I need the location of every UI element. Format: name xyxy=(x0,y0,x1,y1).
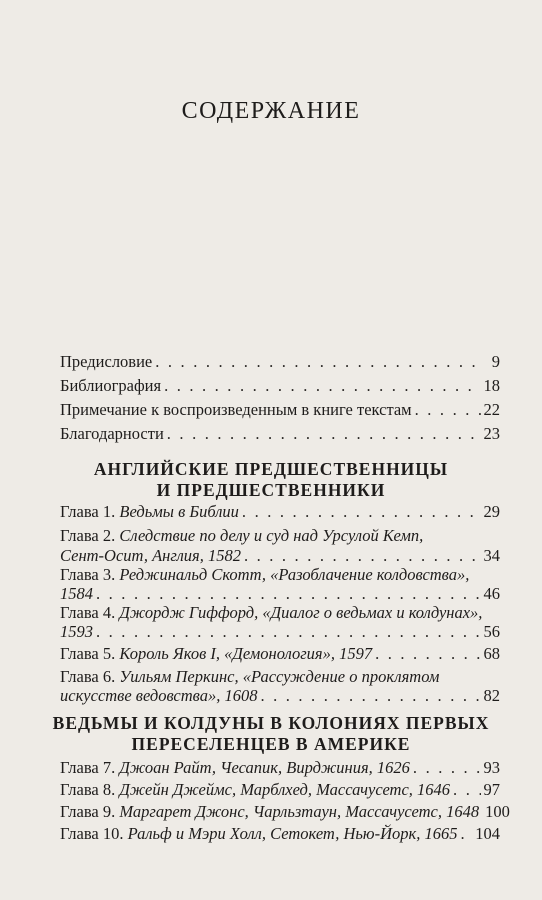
toc-entry-label: Библиография xyxy=(60,376,162,395)
chapter-prefix: Глава 10. xyxy=(60,824,124,843)
dot-leader xyxy=(167,424,481,444)
chapter-prefix: Глава 2. xyxy=(60,526,116,545)
chapter-prefix: Глава 8. xyxy=(60,780,116,799)
chapter-page: 100 xyxy=(485,802,510,821)
toc-entry-note xyxy=(60,398,500,420)
chapter-title: Уильям Перкинс, «Рассуждение о проклятом xyxy=(119,667,440,686)
dot-leader xyxy=(260,686,480,706)
toc-entry-label: Благодарности xyxy=(60,424,164,443)
toc-entry-page: 18 xyxy=(483,376,500,395)
chapter-page: 56 xyxy=(483,622,500,641)
chapter-page: 46 xyxy=(483,584,500,603)
chapter-title: Джордж Гиффорд, «Диалог о ведьмах и колдунах», xyxy=(119,603,483,622)
toc-entry-bibliography xyxy=(60,374,500,396)
chapter-page: 82 xyxy=(483,686,500,705)
toc-chapter-2-line2 xyxy=(60,544,500,566)
toc-chapter-7 xyxy=(60,756,500,778)
toc-entry-page: 22 xyxy=(483,400,500,419)
chapter-page: 104 xyxy=(475,824,500,843)
toc-chapter-2-line1 xyxy=(60,526,500,546)
chapter-page: 97 xyxy=(483,780,500,799)
page-title: СОДЕРЖАНИЕ xyxy=(181,98,361,124)
chapter-prefix: Глава 4. xyxy=(60,603,116,622)
chapter-page: 68 xyxy=(483,644,500,663)
dot-leader xyxy=(453,780,480,800)
section-heading-part1-line2: И ПРЕДШЕСТВЕННИКИ xyxy=(156,480,386,500)
chapter-title: Маргарет Джонс, Чарльзтаун, Массачусетс, 1648 xyxy=(119,802,480,821)
chapter-prefix: Глава 9. xyxy=(60,802,116,821)
chapter-title-cont: Сент-Осит, Англия, 1582 xyxy=(60,546,241,565)
toc-chapter-5 xyxy=(60,642,500,664)
chapter-title: Джейн Джеймс, Марблхед, Массачусетс, 1646 xyxy=(119,780,451,799)
dot-leader xyxy=(164,376,480,396)
dot-leader xyxy=(460,824,472,844)
toc-entry-page: 9 xyxy=(491,352,500,371)
toc-chapter-1 xyxy=(60,500,500,522)
chapter-title-cont: 1584 xyxy=(60,584,93,603)
chapter-page: 34 xyxy=(483,546,500,565)
toc-entry-label: Примечание к воспроизведенным в книге текстам xyxy=(60,400,412,419)
toc-entry-preface xyxy=(60,350,500,372)
toc-chapter-6-line2 xyxy=(60,684,500,706)
toc-chapter-8 xyxy=(60,778,500,800)
dot-leader xyxy=(244,546,481,566)
toc-chapter-9 xyxy=(60,800,510,822)
toc-chapter-10 xyxy=(60,822,500,844)
chapter-prefix: Глава 7. xyxy=(60,758,116,777)
chapter-page: 93 xyxy=(483,758,500,777)
dot-leader xyxy=(413,758,481,778)
toc-chapter-4-line2 xyxy=(60,620,500,642)
dot-leader xyxy=(155,352,483,372)
chapter-title-cont: искусстве ведовства», 1608 xyxy=(60,686,258,705)
dot-leader xyxy=(242,502,481,522)
chapter-title: Следствие по делу и суд над Урсулой Кемп, xyxy=(119,526,424,545)
toc-entry-label: Предисловие xyxy=(60,352,153,371)
toc-chapter-3-line2 xyxy=(60,582,500,604)
chapter-title: Реджинальд Скотт, «Разоблачение колдовства», xyxy=(119,565,470,584)
chapter-prefix: Глава 3. xyxy=(60,565,116,584)
chapter-title: Ральф и Мэри Холл, Сетокет, Нью-Йорк, 1665 xyxy=(127,824,458,843)
section-heading-part1-line1: АНГЛИЙСКИЕ ПРЕДШЕСТВЕННИЦЫ xyxy=(93,459,449,479)
dot-leader xyxy=(96,622,481,642)
chapter-prefix: Глава 1. xyxy=(60,502,116,521)
chapter-title: Ведьмы в Библии xyxy=(119,502,239,521)
chapter-prefix: Глава 6. xyxy=(60,667,116,686)
dot-leader xyxy=(96,584,481,604)
chapter-title: Джоан Райт, Чесапик, Вирджиния, 1626 xyxy=(119,758,410,777)
section-heading-part2-line1: ВЕДЬМЫ И КОЛДУНЫ В КОЛОНИЯХ ПЕРВЫХ xyxy=(52,713,490,733)
chapter-title-cont: 1593 xyxy=(60,622,93,641)
toc-entry-page: 23 xyxy=(483,424,500,443)
chapter-title: Король Яков I, «Демонология», 1597 xyxy=(119,644,373,663)
chapter-page: 29 xyxy=(483,502,500,521)
section-heading-part2-line2: ПЕРЕСЕЛЕНЦЕВ В АМЕРИКЕ xyxy=(131,734,411,754)
dot-leader xyxy=(415,400,481,420)
toc-entry-acknowledgements xyxy=(60,422,500,444)
chapter-prefix: Глава 5. xyxy=(60,644,116,663)
dot-leader xyxy=(375,644,480,664)
